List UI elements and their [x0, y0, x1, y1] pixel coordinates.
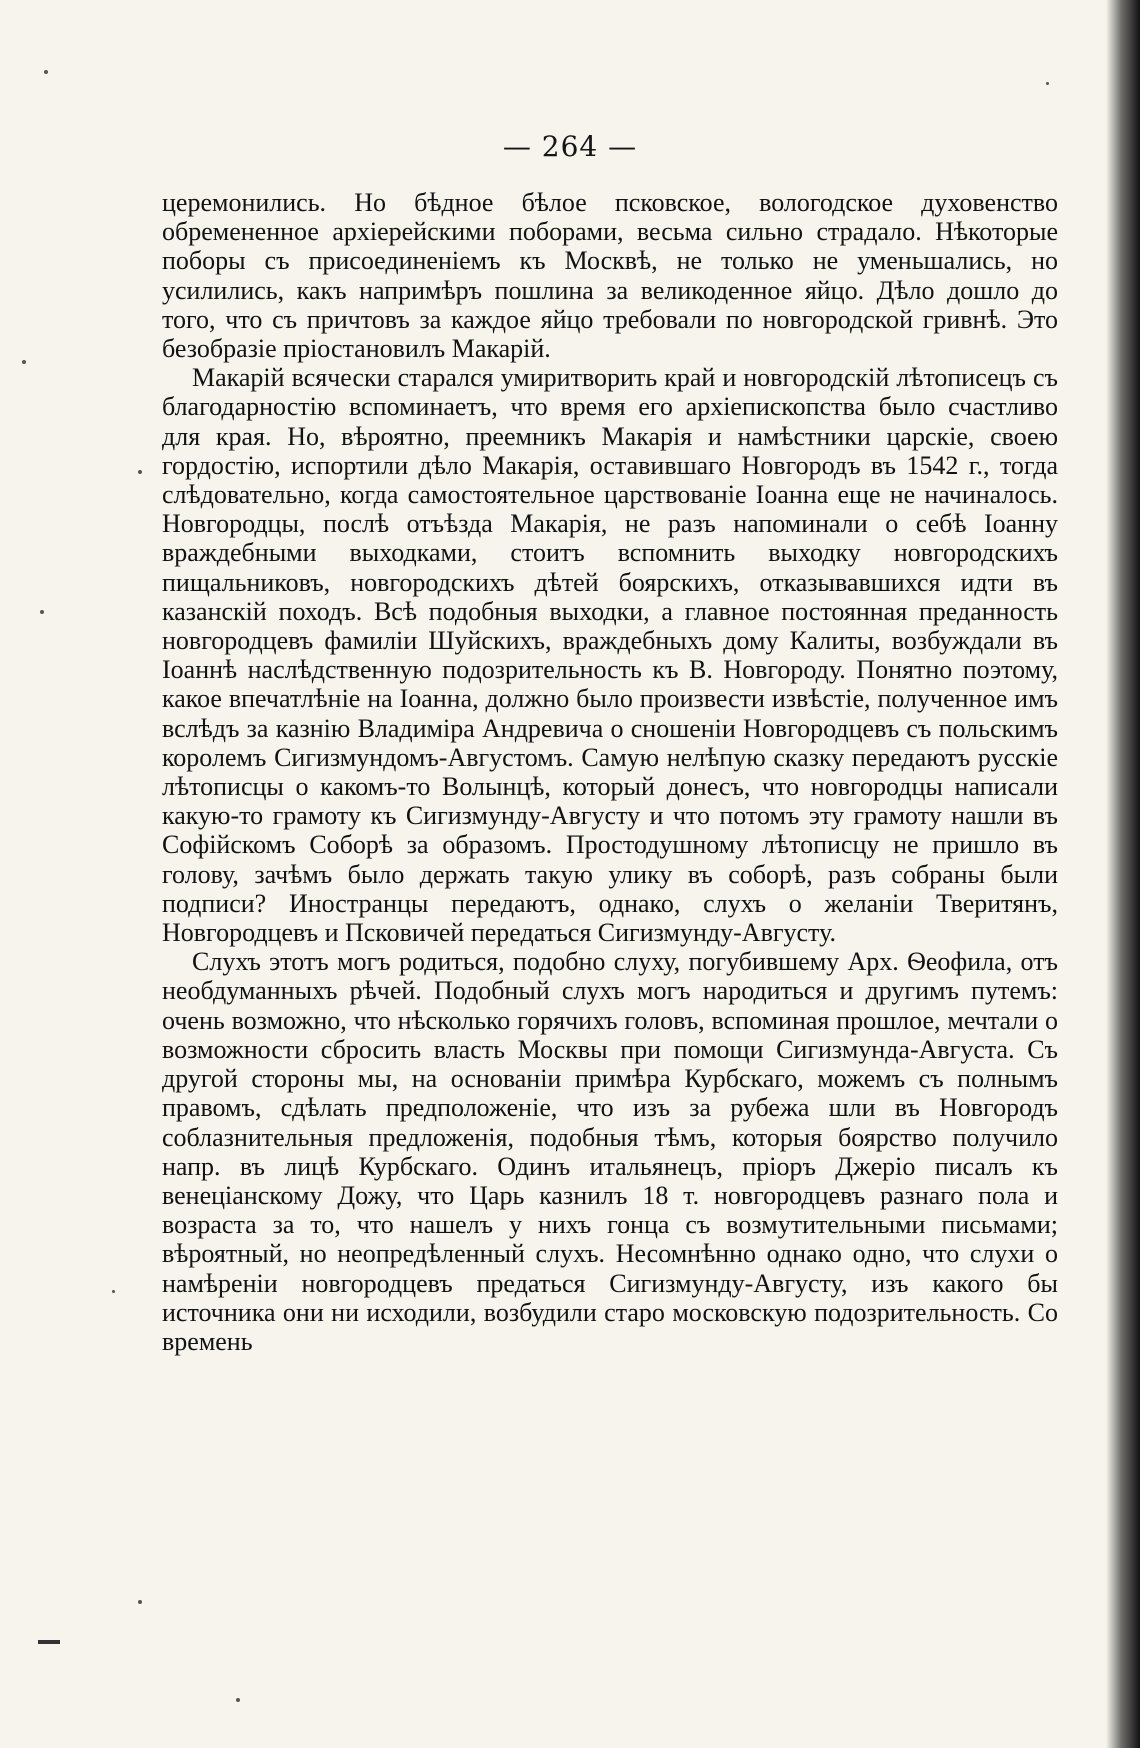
scan-speck: [1046, 82, 1049, 85]
scan-mark: [38, 1640, 60, 1644]
scan-speck: [40, 610, 44, 614]
paragraph: Макарій всячески старался умиритворить край и новгородскій лѣтописецъ съ благодарностію вспоминаетъ, что время его архіепископства было счастливо для края. Но, вѣроятно, преемникъ Макарія и намѣстники царскіе, своею гордостію, испортили дѣло Макарія, оставившаго Новгородъ въ 1542 г., тогда слѣдовательно, когда самостоятельное царствованіе Іоанна еще не начиналось. Новгородцы, послѣ отъѣзда Макарія, не разъ напоминали о себѣ Іоанну враждебными выходками, стоитъ вспомнить выходку новгородскихъ пищальниковъ, новгородскихъ дѣтей боярскихъ, отказывавшихся идти въ казанскій походъ. Всѣ подобныя выходки, а главное постоянная преданность новгородцевъ фамиліи Шуйскихъ, враждебныхъ дому Калиты, возбуждали въ Іоаннѣ наслѣдственную подозрительность къ В. Новгороду. Понятно поэтому, какое впечатлѣніе на Іоанна, должно было произвести извѣстіе, полученное имъ вслѣдъ за казнію Владиміра Андревича о сношеніи Новгородцевъ съ польскимъ королемъ Сигизмундомъ-Августомъ. Самую нелѣпую сказку передаютъ русскіе лѣтописцы о какомъ-то Волынцѣ, который донесъ, что новгородцы написали какую-то грамоту къ Сигизмунду-Августу и что потомъ эту грамоту нашли въ Софійскомъ Соборѣ за образомъ. Простодушному лѣтописцу не пришло въ голову, зачѣмъ было держать такую улику въ соборѣ, разъ собраны были подписи? Иностранцы передаютъ, однако, слухъ о желаніи Тверитянъ, Новгородцевъ и Псковичей передаться Сигизмунду-Августу.: [162, 363, 1058, 948]
scan-speck: [236, 1698, 240, 1702]
paragraph: церемонились. Но бѣдное бѣлое псковское, вологодское духовенство обремененное архіерейскими поборами, весьма сильно страдало. Нѣкоторые поборы съ присоединеніемъ къ Москвѣ, не только не уменьшались, но усилились, какъ напримѣръ пошлина за великоденное яйцо. Дѣло дошло до того, что съ причтовъ за каждое яйцо требовали по новгородской гривнѣ. Это безобразіе пріостановилъ Макарій.: [162, 188, 1058, 364]
body-text: [162, 188, 1058, 1356]
paragraph: Слухъ этотъ могъ родиться, подобно слуху, погубившему Арх. Ѳеофила, отъ необдуманныхъ рѣчей. Подобный слухъ могъ народиться и другимъ путемъ: очень возможно, что нѣсколько горячихъ головъ, вспоминая прошлое, мечтали о возможности сбросить власть Москвы при помощи Сигизмунда-Августа. Съ другой стороны мы, на основаніи примѣра Курбскаго, можемъ съ полнымъ правомъ, сдѣлать предположеніе, что изъ за рубежа шли въ Новгородъ соблазнительныя предложенія, подобныя тѣмъ, которыя боярство получило напр. въ лицѣ Курбскаго. Одинъ итальянецъ, пріоръ Джеріо писалъ къ венеціанскому Дожу, что Царь казнилъ 18 т. новгородцевъ разнаго пола и возраста за то, что нашелъ у нихъ гонца съ возмутительными письмами; вѣроятный, но неопредѣленный слухъ. Несомнѣнно однако одно, что слухи о намѣреніи новгородцевъ предаться Сигизмунду-Августу, изъ какого бы источника они ни исходили, возбудили старо московскую подозрительность. Со времень: [162, 947, 1058, 1356]
scan-speck: [138, 470, 142, 474]
scan-speck: [44, 70, 48, 74]
scan-speck: [22, 360, 26, 364]
scan-speck: [138, 1600, 142, 1604]
page-number: — 264 —: [502, 130, 638, 163]
page-edge-shadow: [1106, 0, 1140, 1748]
scan-speck: [112, 1290, 115, 1293]
